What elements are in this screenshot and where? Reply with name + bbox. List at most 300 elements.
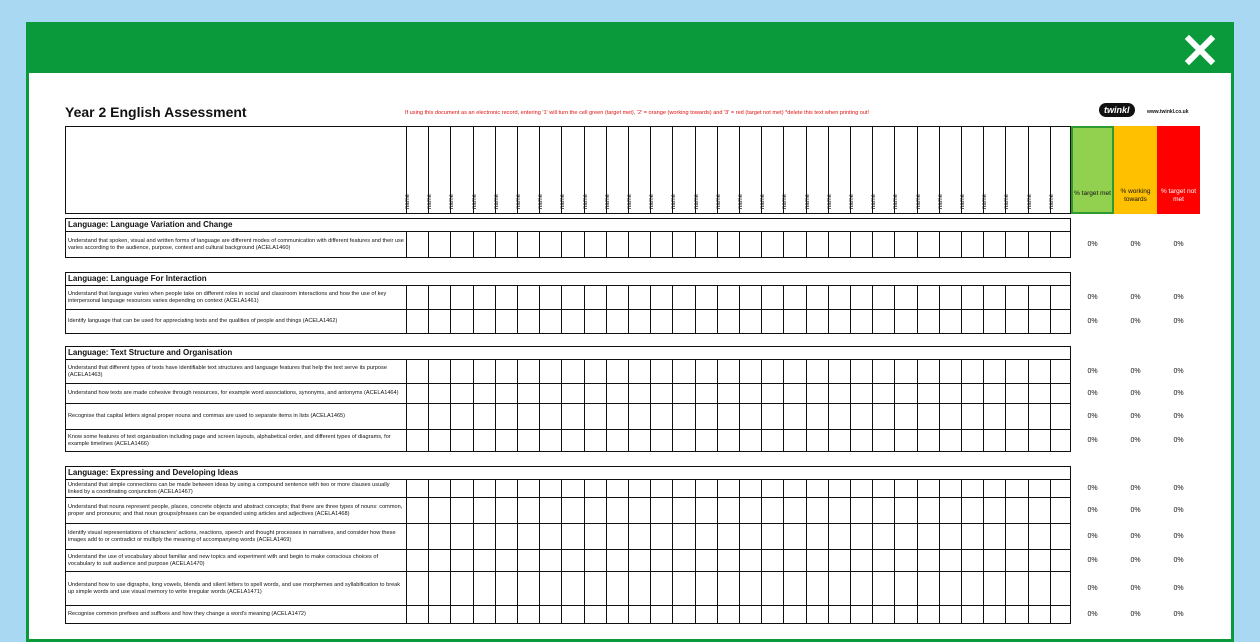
grade-cell[interactable] <box>428 404 450 429</box>
grade-cell[interactable] <box>961 572 983 605</box>
grade-cell[interactable] <box>695 360 717 383</box>
grade-cell[interactable] <box>606 572 628 605</box>
grade-cell[interactable] <box>717 404 739 429</box>
grade-cell[interactable] <box>1005 498 1027 523</box>
grade-cell[interactable] <box>783 232 805 257</box>
grade-cell[interactable] <box>917 572 939 605</box>
grade-cell[interactable] <box>872 286 894 309</box>
grade-cell[interactable] <box>739 404 761 429</box>
grade-cell[interactable] <box>473 606 495 623</box>
grade-cell[interactable] <box>983 498 1005 523</box>
grade-cell[interactable] <box>917 310 939 333</box>
grade-cell[interactable] <box>917 430 939 451</box>
grade-cell[interactable] <box>473 286 495 309</box>
grade-cell[interactable] <box>828 360 850 383</box>
grade-cell[interactable] <box>739 232 761 257</box>
grade-cell[interactable] <box>1005 572 1027 605</box>
grade-cell[interactable] <box>450 232 472 257</box>
grade-cell[interactable] <box>561 404 583 429</box>
grade-cell[interactable] <box>428 430 450 451</box>
grade-cell[interactable] <box>739 384 761 403</box>
grade-cell[interactable] <box>406 384 428 403</box>
grade-cell[interactable] <box>517 430 539 451</box>
grade-cell[interactable] <box>495 498 517 523</box>
grade-cell[interactable] <box>761 480 783 497</box>
grade-cell[interactable] <box>406 524 428 549</box>
grade-cell[interactable] <box>1050 286 1072 309</box>
grade-cell[interactable] <box>806 498 828 523</box>
grade-cell[interactable] <box>428 606 450 623</box>
grade-cell[interactable] <box>717 606 739 623</box>
grade-cell[interactable] <box>939 310 961 333</box>
grade-cell[interactable] <box>628 286 650 309</box>
grade-cell[interactable] <box>761 232 783 257</box>
grade-cell[interactable] <box>628 606 650 623</box>
grade-cell[interactable] <box>672 606 694 623</box>
grade-cell[interactable] <box>939 286 961 309</box>
grade-cell[interactable] <box>695 286 717 309</box>
grade-cell[interactable] <box>1005 606 1027 623</box>
grade-cell[interactable] <box>717 384 739 403</box>
grade-cell[interactable] <box>450 360 472 383</box>
grade-cell[interactable] <box>473 232 495 257</box>
grade-cell[interactable] <box>450 572 472 605</box>
grade-cell[interactable] <box>872 404 894 429</box>
grade-cell[interactable] <box>828 498 850 523</box>
grade-cell[interactable] <box>606 550 628 571</box>
grade-cell[interactable] <box>495 384 517 403</box>
grade-cell[interactable] <box>517 286 539 309</box>
grade-cell[interactable] <box>761 404 783 429</box>
grade-cell[interactable] <box>872 480 894 497</box>
grade-cell[interactable] <box>850 404 872 429</box>
grade-cell[interactable] <box>1050 310 1072 333</box>
grade-cell[interactable] <box>850 572 872 605</box>
grade-cell[interactable] <box>495 572 517 605</box>
grade-cell[interactable] <box>983 384 1005 403</box>
grade-cell[interactable] <box>584 360 606 383</box>
grade-cell[interactable] <box>872 310 894 333</box>
grade-cell[interactable] <box>894 524 916 549</box>
grade-cell[interactable] <box>806 480 828 497</box>
grade-cell[interactable] <box>917 232 939 257</box>
grade-cell[interactable] <box>761 498 783 523</box>
grade-cell[interactable] <box>961 606 983 623</box>
grade-cell[interactable] <box>539 310 561 333</box>
grade-cell[interactable] <box>917 480 939 497</box>
grade-cell[interactable] <box>783 606 805 623</box>
grade-cell[interactable] <box>739 480 761 497</box>
grade-cell[interactable] <box>1050 498 1072 523</box>
grade-cell[interactable] <box>806 572 828 605</box>
grade-cell[interactable] <box>828 572 850 605</box>
grade-cell[interactable] <box>517 404 539 429</box>
grade-cell[interactable] <box>695 550 717 571</box>
grade-cell[interactable] <box>473 360 495 383</box>
grade-cell[interactable] <box>695 384 717 403</box>
grade-cell[interactable] <box>495 360 517 383</box>
grade-cell[interactable] <box>606 360 628 383</box>
grade-cell[interactable] <box>1005 310 1027 333</box>
grade-cell[interactable] <box>806 286 828 309</box>
grade-cell[interactable] <box>939 404 961 429</box>
grade-cell[interactable] <box>939 524 961 549</box>
grade-cell[interactable] <box>650 360 672 383</box>
grade-cell[interactable] <box>628 232 650 257</box>
grade-cell[interactable] <box>828 606 850 623</box>
grade-cell[interactable] <box>961 384 983 403</box>
grade-cell[interactable] <box>983 310 1005 333</box>
grade-cell[interactable] <box>806 550 828 571</box>
grade-cell[interactable] <box>561 480 583 497</box>
grade-cell[interactable] <box>561 430 583 451</box>
grade-cell[interactable] <box>406 572 428 605</box>
grade-cell[interactable] <box>917 404 939 429</box>
grade-cell[interactable] <box>850 524 872 549</box>
grade-cell[interactable] <box>517 360 539 383</box>
grade-cell[interactable] <box>917 524 939 549</box>
grade-cell[interactable] <box>983 430 1005 451</box>
grade-cell[interactable] <box>739 286 761 309</box>
grade-cell[interactable] <box>1028 384 1050 403</box>
grade-cell[interactable] <box>606 498 628 523</box>
grade-cell[interactable] <box>1028 286 1050 309</box>
grade-cell[interactable] <box>961 404 983 429</box>
grade-cell[interactable] <box>872 360 894 383</box>
grade-cell[interactable] <box>1028 550 1050 571</box>
grade-cell[interactable] <box>917 286 939 309</box>
grade-cell[interactable] <box>561 286 583 309</box>
grade-cell[interactable] <box>584 404 606 429</box>
grade-cell[interactable] <box>739 498 761 523</box>
grade-cell[interactable] <box>539 384 561 403</box>
grade-cell[interactable] <box>428 384 450 403</box>
grade-cell[interactable] <box>894 480 916 497</box>
grade-cell[interactable] <box>806 404 828 429</box>
grade-cell[interactable] <box>695 232 717 257</box>
grade-cell[interactable] <box>406 550 428 571</box>
grade-cell[interactable] <box>961 430 983 451</box>
grade-cell[interactable] <box>650 286 672 309</box>
grade-cell[interactable] <box>561 524 583 549</box>
grade-cell[interactable] <box>1028 404 1050 429</box>
grade-cell[interactable] <box>783 480 805 497</box>
grade-cell[interactable] <box>894 430 916 451</box>
grade-cell[interactable] <box>450 550 472 571</box>
grade-cell[interactable] <box>495 310 517 333</box>
grade-cell[interactable] <box>517 232 539 257</box>
grade-cell[interactable] <box>606 232 628 257</box>
grade-cell[interactable] <box>1050 480 1072 497</box>
grade-cell[interactable] <box>939 430 961 451</box>
grade-cell[interactable] <box>406 404 428 429</box>
grade-cell[interactable] <box>939 480 961 497</box>
grade-cell[interactable] <box>961 232 983 257</box>
grade-cell[interactable] <box>695 572 717 605</box>
grade-cell[interactable] <box>1005 404 1027 429</box>
grade-cell[interactable] <box>539 480 561 497</box>
grade-cell[interactable] <box>406 360 428 383</box>
grade-cell[interactable] <box>539 524 561 549</box>
grade-cell[interactable] <box>650 550 672 571</box>
grade-cell[interactable] <box>761 524 783 549</box>
grade-cell[interactable] <box>672 480 694 497</box>
grade-cell[interactable] <box>695 606 717 623</box>
grade-cell[interactable] <box>939 550 961 571</box>
grade-cell[interactable] <box>983 606 1005 623</box>
grade-cell[interactable] <box>939 232 961 257</box>
grade-cell[interactable] <box>961 524 983 549</box>
grade-cell[interactable] <box>828 430 850 451</box>
grade-cell[interactable] <box>584 524 606 549</box>
grade-cell[interactable] <box>894 384 916 403</box>
grade-cell[interactable] <box>584 480 606 497</box>
grade-cell[interactable] <box>539 498 561 523</box>
grade-cell[interactable] <box>717 360 739 383</box>
grade-cell[interactable] <box>628 430 650 451</box>
grade-cell[interactable] <box>495 550 517 571</box>
grade-cell[interactable] <box>850 430 872 451</box>
close-button[interactable] <box>1183 33 1217 67</box>
grade-cell[interactable] <box>1028 430 1050 451</box>
grade-cell[interactable] <box>761 550 783 571</box>
grade-cell[interactable] <box>1005 524 1027 549</box>
grade-cell[interactable] <box>1028 480 1050 497</box>
grade-cell[interactable] <box>1050 524 1072 549</box>
grade-cell[interactable] <box>650 310 672 333</box>
grade-cell[interactable] <box>450 286 472 309</box>
grade-cell[interactable] <box>1005 360 1027 383</box>
grade-cell[interactable] <box>806 310 828 333</box>
grade-cell[interactable] <box>450 480 472 497</box>
grade-cell[interactable] <box>473 498 495 523</box>
grade-cell[interactable] <box>495 480 517 497</box>
grade-cell[interactable] <box>1050 384 1072 403</box>
grade-cell[interactable] <box>783 550 805 571</box>
grade-cell[interactable] <box>961 310 983 333</box>
grade-cell[interactable] <box>539 404 561 429</box>
grade-cell[interactable] <box>561 498 583 523</box>
grade-cell[interactable] <box>1028 310 1050 333</box>
grade-cell[interactable] <box>517 524 539 549</box>
grade-cell[interactable] <box>717 310 739 333</box>
grade-cell[interactable] <box>850 550 872 571</box>
grade-cell[interactable] <box>983 232 1005 257</box>
grade-cell[interactable] <box>828 480 850 497</box>
grade-cell[interactable] <box>939 384 961 403</box>
grade-cell[interactable] <box>695 498 717 523</box>
grade-cell[interactable] <box>783 498 805 523</box>
grade-cell[interactable] <box>473 572 495 605</box>
grade-cell[interactable] <box>650 498 672 523</box>
grade-cell[interactable] <box>428 286 450 309</box>
grade-cell[interactable] <box>939 572 961 605</box>
grade-cell[interactable] <box>406 310 428 333</box>
grade-cell[interactable] <box>473 310 495 333</box>
grade-cell[interactable] <box>1005 384 1027 403</box>
grade-cell[interactable] <box>917 384 939 403</box>
grade-cell[interactable] <box>561 572 583 605</box>
grade-cell[interactable] <box>628 384 650 403</box>
grade-cell[interactable] <box>917 606 939 623</box>
grade-cell[interactable] <box>584 572 606 605</box>
grade-cell[interactable] <box>495 430 517 451</box>
grade-cell[interactable] <box>517 606 539 623</box>
grade-cell[interactable] <box>473 480 495 497</box>
grade-cell[interactable] <box>450 498 472 523</box>
grade-cell[interactable] <box>495 286 517 309</box>
grade-cell[interactable] <box>539 606 561 623</box>
grade-cell[interactable] <box>806 524 828 549</box>
grade-cell[interactable] <box>672 404 694 429</box>
grade-cell[interactable] <box>1028 232 1050 257</box>
grade-cell[interactable] <box>983 550 1005 571</box>
grade-cell[interactable] <box>672 232 694 257</box>
grade-cell[interactable] <box>606 430 628 451</box>
grade-cell[interactable] <box>917 360 939 383</box>
grade-cell[interactable] <box>783 572 805 605</box>
grade-cell[interactable] <box>806 384 828 403</box>
grade-cell[interactable] <box>672 360 694 383</box>
grade-cell[interactable] <box>894 310 916 333</box>
grade-cell[interactable] <box>539 550 561 571</box>
grade-cell[interactable] <box>406 498 428 523</box>
grade-cell[interactable] <box>650 404 672 429</box>
grade-cell[interactable] <box>983 286 1005 309</box>
grade-cell[interactable] <box>473 550 495 571</box>
grade-cell[interactable] <box>672 286 694 309</box>
grade-cell[interactable] <box>872 430 894 451</box>
grade-cell[interactable] <box>961 360 983 383</box>
grade-cell[interactable] <box>561 606 583 623</box>
grade-cell[interactable] <box>672 572 694 605</box>
grade-cell[interactable] <box>495 404 517 429</box>
grade-cell[interactable] <box>1028 360 1050 383</box>
grade-cell[interactable] <box>672 524 694 549</box>
grade-cell[interactable] <box>828 310 850 333</box>
grade-cell[interactable] <box>739 606 761 623</box>
grade-cell[interactable] <box>717 550 739 571</box>
grade-cell[interactable] <box>584 232 606 257</box>
grade-cell[interactable] <box>561 550 583 571</box>
grade-cell[interactable] <box>628 404 650 429</box>
grade-cell[interactable] <box>428 232 450 257</box>
grade-cell[interactable] <box>717 524 739 549</box>
grade-cell[interactable] <box>761 384 783 403</box>
grade-cell[interactable] <box>428 360 450 383</box>
grade-cell[interactable] <box>628 310 650 333</box>
grade-cell[interactable] <box>584 550 606 571</box>
grade-cell[interactable] <box>450 606 472 623</box>
grade-cell[interactable] <box>717 430 739 451</box>
grade-cell[interactable] <box>406 606 428 623</box>
grade-cell[interactable] <box>695 480 717 497</box>
grade-cell[interactable] <box>783 286 805 309</box>
grade-cell[interactable] <box>894 498 916 523</box>
grade-cell[interactable] <box>739 524 761 549</box>
grade-cell[interactable] <box>428 550 450 571</box>
grade-cell[interactable] <box>1005 550 1027 571</box>
grade-cell[interactable] <box>584 498 606 523</box>
grade-cell[interactable] <box>872 498 894 523</box>
grade-cell[interactable] <box>828 524 850 549</box>
grade-cell[interactable] <box>761 606 783 623</box>
grade-cell[interactable] <box>717 286 739 309</box>
grade-cell[interactable] <box>561 310 583 333</box>
grade-cell[interactable] <box>495 606 517 623</box>
grade-cell[interactable] <box>628 480 650 497</box>
grade-cell[interactable] <box>539 430 561 451</box>
grade-cell[interactable] <box>872 606 894 623</box>
grade-cell[interactable] <box>428 480 450 497</box>
grade-cell[interactable] <box>406 430 428 451</box>
grade-cell[interactable] <box>450 384 472 403</box>
grade-cell[interactable] <box>695 430 717 451</box>
grade-cell[interactable] <box>428 524 450 549</box>
grade-cell[interactable] <box>961 286 983 309</box>
grade-cell[interactable] <box>450 310 472 333</box>
grade-cell[interactable] <box>939 360 961 383</box>
grade-cell[interactable] <box>517 498 539 523</box>
grade-cell[interactable] <box>672 310 694 333</box>
grade-cell[interactable] <box>783 360 805 383</box>
grade-cell[interactable] <box>473 524 495 549</box>
grade-cell[interactable] <box>428 572 450 605</box>
grade-cell[interactable] <box>1050 606 1072 623</box>
grade-cell[interactable] <box>717 480 739 497</box>
grade-cell[interactable] <box>717 572 739 605</box>
grade-cell[interactable] <box>650 480 672 497</box>
grade-cell[interactable] <box>1050 360 1072 383</box>
grade-cell[interactable] <box>450 524 472 549</box>
grade-cell[interactable] <box>872 232 894 257</box>
grade-cell[interactable] <box>1050 550 1072 571</box>
grade-cell[interactable] <box>606 480 628 497</box>
grade-cell[interactable] <box>606 384 628 403</box>
grade-cell[interactable] <box>872 550 894 571</box>
grade-cell[interactable] <box>584 430 606 451</box>
grade-cell[interactable] <box>717 232 739 257</box>
grade-cell[interactable] <box>806 360 828 383</box>
grade-cell[interactable] <box>672 430 694 451</box>
grade-cell[interactable] <box>561 232 583 257</box>
grade-cell[interactable] <box>894 572 916 605</box>
grade-cell[interactable] <box>739 550 761 571</box>
grade-cell[interactable] <box>495 524 517 549</box>
grade-cell[interactable] <box>1050 572 1072 605</box>
grade-cell[interactable] <box>1050 232 1072 257</box>
grade-cell[interactable] <box>628 524 650 549</box>
grade-cell[interactable] <box>939 606 961 623</box>
grade-cell[interactable] <box>783 384 805 403</box>
grade-cell[interactable] <box>1005 430 1027 451</box>
grade-cell[interactable] <box>406 286 428 309</box>
grade-cell[interactable] <box>628 572 650 605</box>
grade-cell[interactable] <box>628 498 650 523</box>
grade-cell[interactable] <box>672 384 694 403</box>
grade-cell[interactable] <box>739 360 761 383</box>
grade-cell[interactable] <box>828 550 850 571</box>
grade-cell[interactable] <box>894 232 916 257</box>
grade-cell[interactable] <box>584 310 606 333</box>
grade-cell[interactable] <box>650 384 672 403</box>
grade-cell[interactable] <box>1050 404 1072 429</box>
grade-cell[interactable] <box>850 286 872 309</box>
grade-cell[interactable] <box>650 430 672 451</box>
grade-cell[interactable] <box>584 286 606 309</box>
grade-cell[interactable] <box>650 524 672 549</box>
grade-cell[interactable] <box>761 286 783 309</box>
